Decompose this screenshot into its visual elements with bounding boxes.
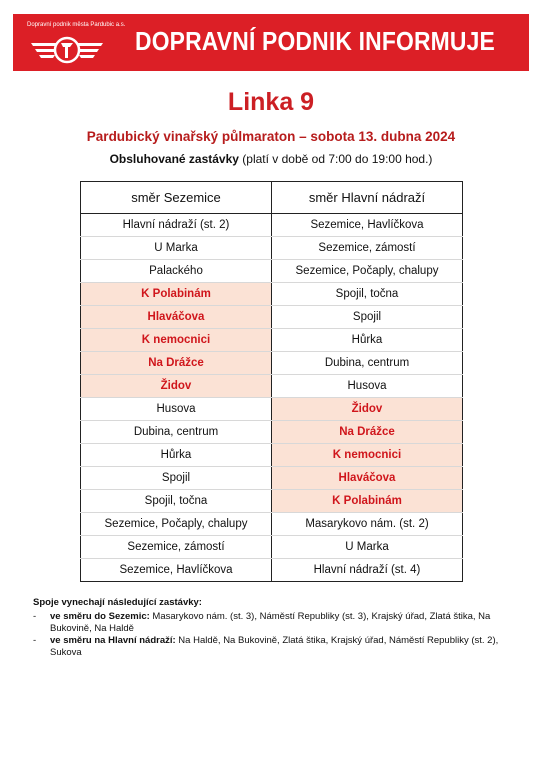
event-subtitle: Pardubický vinařský půlmaraton – sobota 13. dubna 2024 xyxy=(86,129,456,144)
stop-cell-hlavni-nadrazi: Sezemice, Havlíčkova xyxy=(272,214,463,237)
note-label: ve směru na Hlavní nádraží: xyxy=(50,635,176,646)
stop-cell-hlavni-nadrazi: K nemocnici xyxy=(272,444,463,467)
stop-cell-sezemice: Spojil, točna xyxy=(81,490,272,513)
note-dash: - xyxy=(33,635,37,646)
stop-cell-sezemice: Spojil xyxy=(81,467,272,490)
stop-cell-hlavni-nadrazi: K Polabinám xyxy=(272,490,463,513)
stop-cell-hlavni-nadrazi: Hlavní nádraží (st. 4) xyxy=(272,559,463,582)
stop-cell-hlavni-nadrazi: Na Drážce xyxy=(272,421,463,444)
notes-heading: Spoje vynechají následující zastávky: xyxy=(33,597,202,608)
table-row xyxy=(81,513,463,536)
note-text: Na Haldě, Na Bukovině, Zlatá štika, Krajský úřad, Náměstí Republiky (st. 2), Sukova xyxy=(50,635,499,658)
stop-cell-sezemice: Sezemice, Počaply, chalupy xyxy=(81,513,272,536)
stop-cell-sezemice: Židov xyxy=(81,375,272,398)
stop-cell-hlavni-nadrazi: Husova xyxy=(272,375,463,398)
note-dash: - xyxy=(33,611,37,622)
stops-table xyxy=(80,181,463,582)
note-item-hlavni-nadrazi xyxy=(33,635,513,659)
table-row xyxy=(81,283,463,306)
stop-cell-hlavni-nadrazi: Sezemice, zámostí xyxy=(272,237,463,260)
company-logo-icon xyxy=(29,31,105,67)
header-banner xyxy=(13,14,529,71)
column-header-sezemice: směr Sezemice xyxy=(81,182,272,214)
note-text: Masarykovo nám. (st. 3), Náměstí Republiky (st. 3), Krajský úřad, Zlatá štika, Na Bukovině, Na Haldě xyxy=(50,611,491,634)
skipped-stops-notes xyxy=(33,597,513,659)
stop-cell-sezemice: Sezemice, zámostí xyxy=(81,536,272,559)
table-row xyxy=(81,306,463,329)
stop-cell-sezemice: Na Drážce xyxy=(81,352,272,375)
stop-cell-hlavni-nadrazi: Masarykovo nám. (st. 2) xyxy=(272,513,463,536)
table-row xyxy=(81,467,463,490)
column-header-hlavni-nadrazi: směr Hlavní nádraží xyxy=(272,182,463,214)
company-name-small: Dopravní podnik města Pardubic a.s. xyxy=(27,22,126,28)
table-row xyxy=(81,490,463,513)
table-row xyxy=(81,559,463,582)
stop-cell-sezemice: Dubina, centrum xyxy=(81,421,272,444)
stop-cell-sezemice: K nemocnici xyxy=(81,329,272,352)
stop-cell-hlavni-nadrazi: Dubina, centrum xyxy=(272,352,463,375)
stops-table-body xyxy=(81,214,463,582)
note-label: ve směru do Sezemic: xyxy=(50,611,150,622)
table-row xyxy=(81,421,463,444)
note-item-sezemice xyxy=(33,611,513,635)
served-stops-label: Obsluhované zastávky xyxy=(109,152,239,166)
served-stops-note: (platí v době od 7:00 do 19:00 hod.) xyxy=(238,152,433,166)
stop-cell-sezemice: U Marka xyxy=(81,237,272,260)
stop-cell-hlavni-nadrazi: U Marka xyxy=(272,536,463,559)
stop-cell-hlavni-nadrazi: Spojil xyxy=(272,306,463,329)
stop-cell-hlavni-nadrazi: Spojil, točna xyxy=(272,283,463,306)
stop-cell-hlavni-nadrazi: Sezemice, Počaply, chalupy xyxy=(272,260,463,283)
table-row xyxy=(81,329,463,352)
stop-cell-sezemice: Hlavní nádraží (st. 2) xyxy=(81,214,272,237)
table-header-row xyxy=(81,182,463,214)
table-row xyxy=(81,444,463,467)
stop-cell-sezemice: Husova xyxy=(81,398,272,421)
banner-title: DOPRAVNÍ PODNIK INFORMUJE xyxy=(135,26,495,56)
table-row xyxy=(81,260,463,283)
stop-cell-sezemice: Hůrka xyxy=(81,444,272,467)
table-row xyxy=(81,375,463,398)
stop-cell-sezemice: Palackého xyxy=(81,260,272,283)
table-row xyxy=(81,214,463,237)
table-row xyxy=(81,398,463,421)
stop-cell-sezemice: Hlaváčova xyxy=(81,306,272,329)
table-row xyxy=(81,237,463,260)
page-title: Linka 9 xyxy=(227,88,315,116)
stop-cell-hlavni-nadrazi: Židov xyxy=(272,398,463,421)
stop-cell-sezemice: K Polabinám xyxy=(81,283,272,306)
stop-cell-sezemice: Sezemice, Havlíčkova xyxy=(81,559,272,582)
table-row xyxy=(81,536,463,559)
stop-cell-hlavni-nadrazi: Hůrka xyxy=(272,329,463,352)
table-row xyxy=(81,352,463,375)
stop-cell-hlavni-nadrazi: Hlaváčova xyxy=(272,467,463,490)
served-stops-caption xyxy=(0,152,542,166)
